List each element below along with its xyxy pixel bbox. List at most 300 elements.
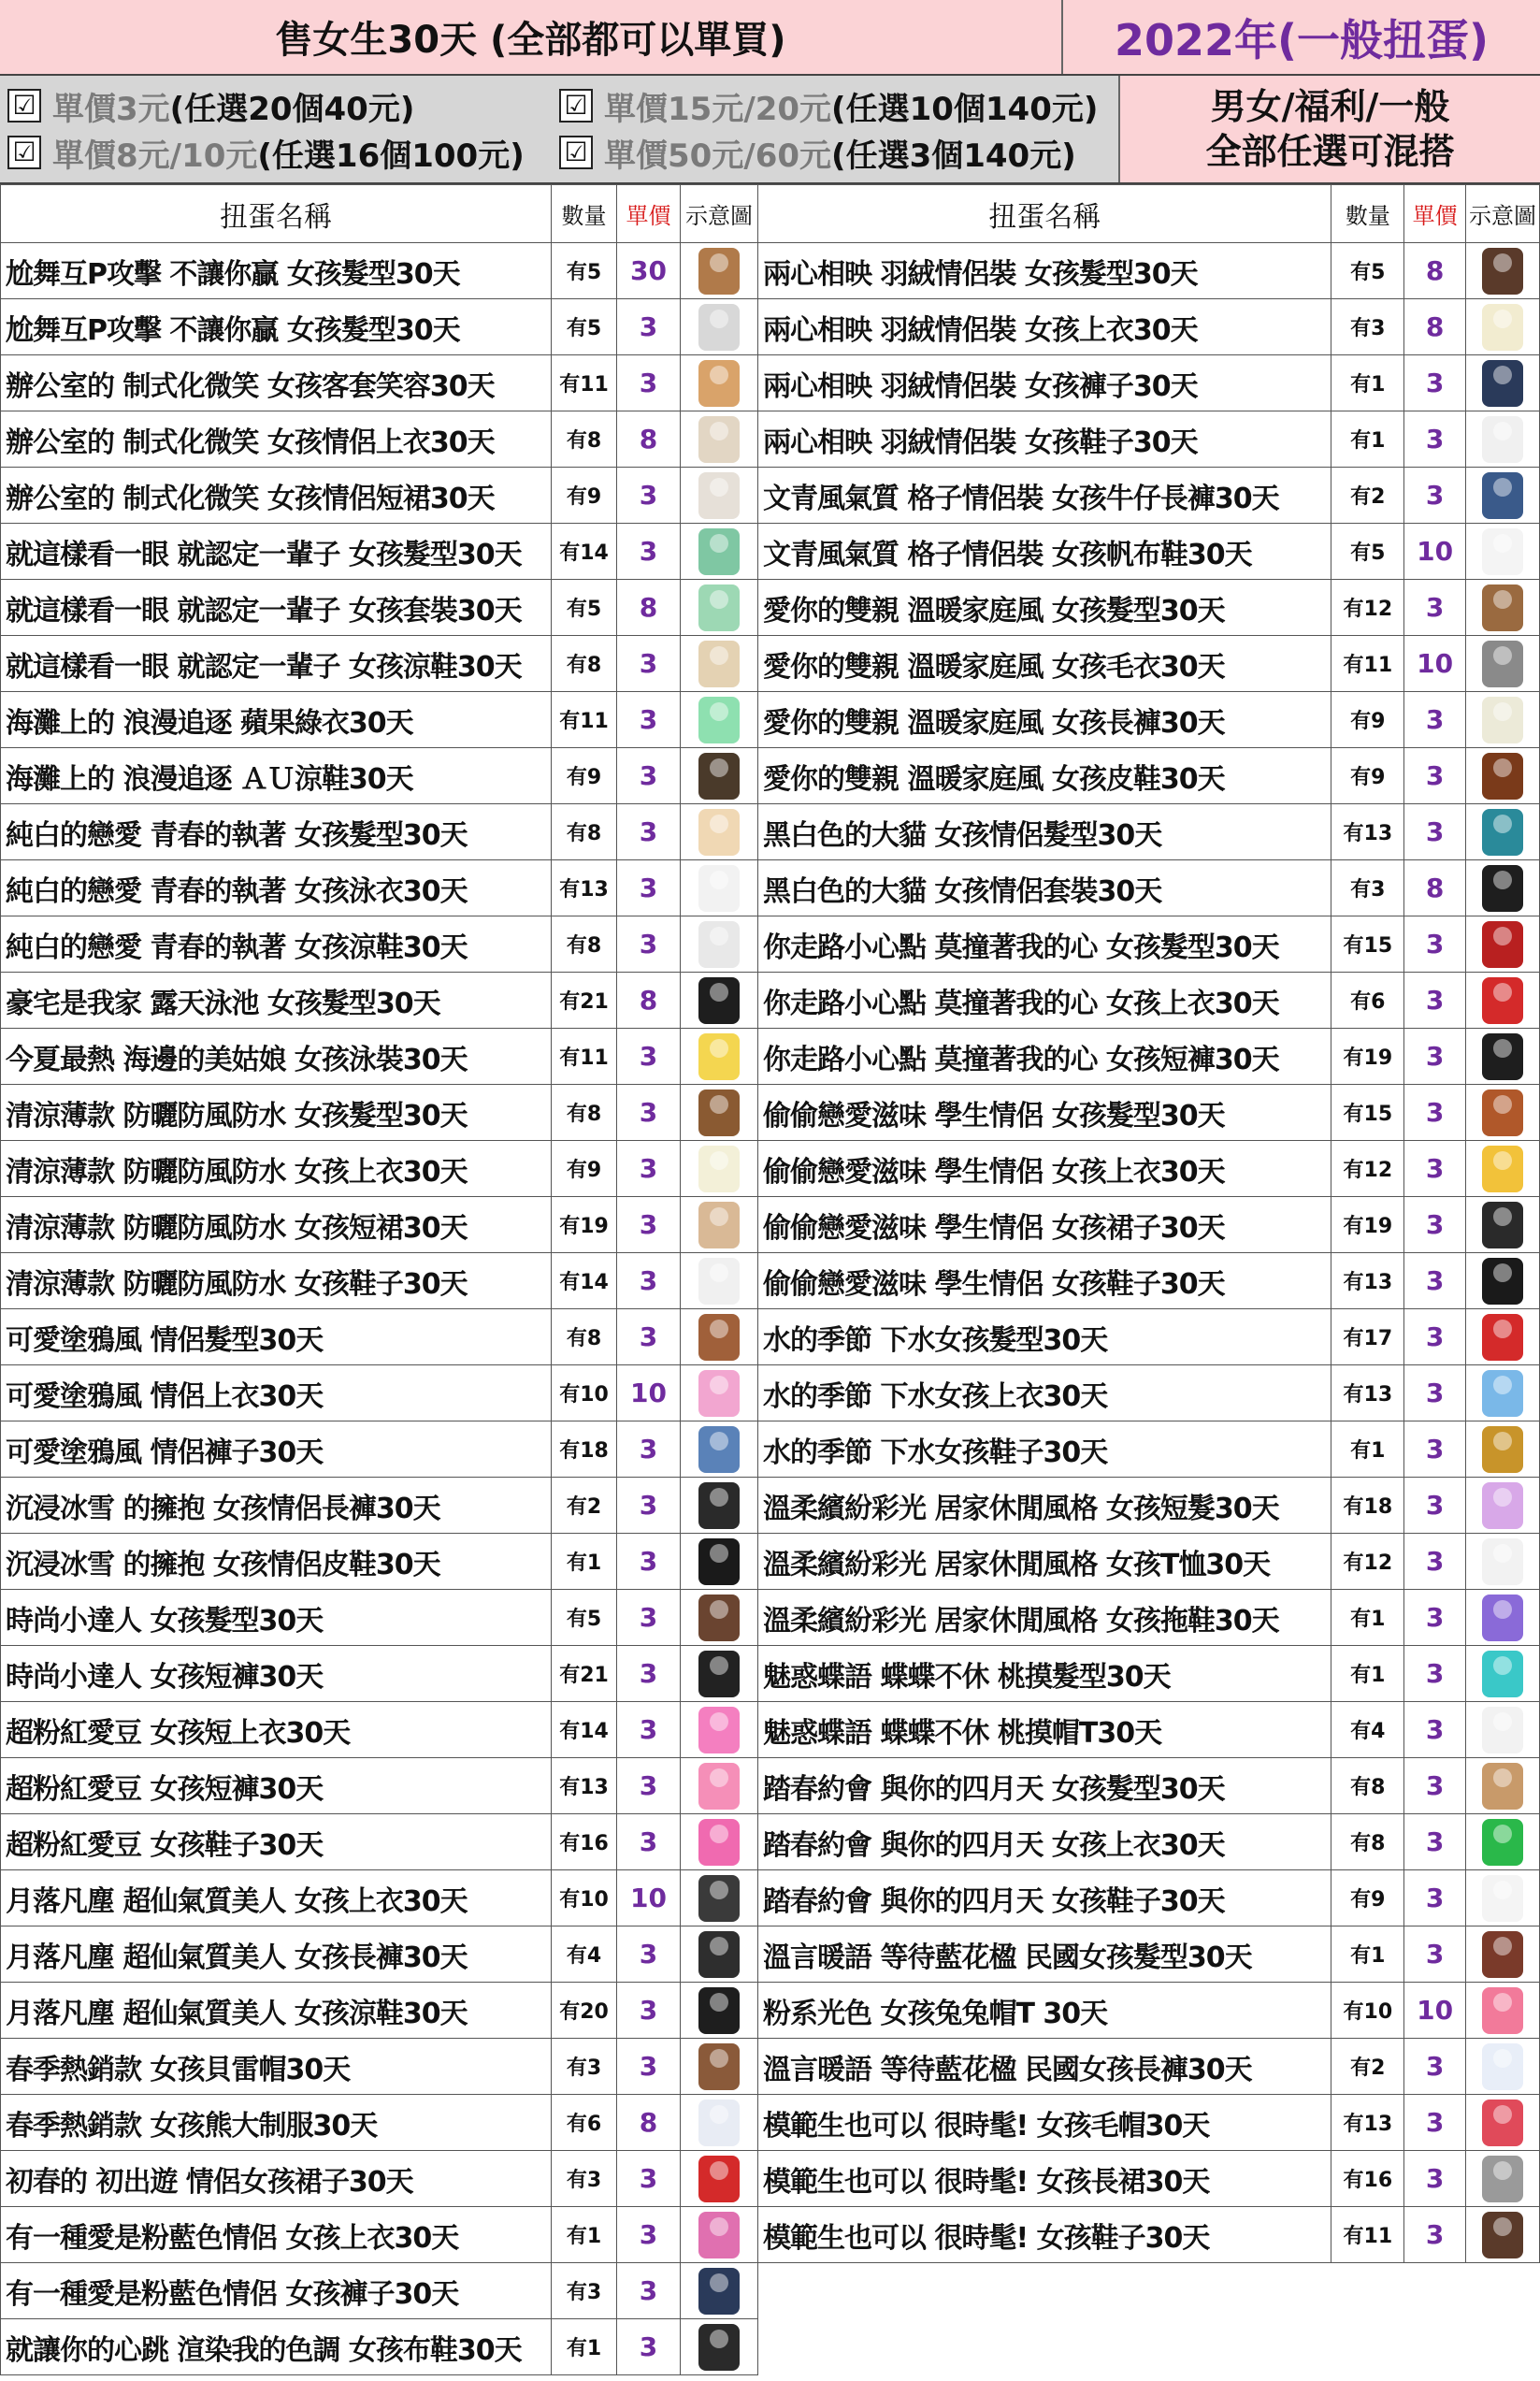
- pants-icon: [1482, 472, 1523, 519]
- table-row: [1, 1590, 758, 1646]
- item-quantity: 有5: [1331, 243, 1404, 299]
- item-quantity: 有2: [552, 1478, 617, 1534]
- item-quantity: 有15: [1331, 1085, 1404, 1141]
- item-image-cell: [1466, 860, 1540, 916]
- column-header-name: 扭蛋名稱: [1, 185, 552, 243]
- column-header-qty: 數量: [552, 185, 617, 243]
- item-price: 3: [617, 1141, 681, 1197]
- hair-icon: [1482, 1763, 1523, 1810]
- item-name: 辦公室的 制式化微笑 女孩情侶上衣30天: [1, 411, 552, 468]
- item-image-cell: [681, 1029, 758, 1085]
- item-name: 踏春約會 與你的四月天 女孩上衣30天: [758, 1814, 1331, 1870]
- pants-icon: [1482, 697, 1523, 743]
- item-price: 3: [617, 916, 681, 973]
- item-price: 3: [1404, 1029, 1466, 1085]
- price-option-3: ☑ 單價 8元/10元 (任選16個100元): [7, 129, 559, 176]
- item-price: 8: [1404, 243, 1466, 299]
- item-image-cell: [681, 1085, 758, 1141]
- pants-icon: [698, 304, 740, 351]
- table-row: [758, 1421, 1540, 1478]
- item-name: 你走路小心點 莫撞著我的心 女孩短褲30天: [758, 1029, 1331, 1085]
- item-price: 3: [1404, 1253, 1466, 1309]
- item-image-cell: [681, 1421, 758, 1478]
- item-name: 魅惑蝶語 蝶蝶不休 桃摸帽T30天: [758, 1702, 1331, 1758]
- hair-icon: [698, 809, 740, 856]
- shorts-icon: [698, 1651, 740, 1697]
- item-image-cell: [1466, 804, 1540, 860]
- item-quantity: 有9: [1331, 692, 1404, 748]
- item-name: 就這樣看一眼 就認定一輩子 女孩髮型30天: [1, 524, 552, 580]
- table-row: [758, 916, 1540, 973]
- item-image-cell: [681, 2263, 758, 2319]
- item-quantity: 有14: [552, 524, 617, 580]
- item-image-cell: [1466, 2095, 1540, 2151]
- item-name: 辦公室的 制式化微笑 女孩客套笑容30天: [1, 355, 552, 411]
- pants-icon: [1482, 2043, 1523, 2090]
- item-price: 3: [1404, 916, 1466, 973]
- item-price: 3: [1404, 804, 1466, 860]
- shoes-icon: [698, 1538, 740, 1585]
- item-image-cell: [1466, 1534, 1540, 1590]
- item-quantity: 有13: [552, 1758, 617, 1814]
- item-price: 3: [617, 1421, 681, 1478]
- table-row: [1, 860, 758, 916]
- page-title: 售女生30天 (全部都可以單買): [0, 0, 1063, 74]
- item-quantity: 有5: [552, 243, 617, 299]
- item-quantity: 有14: [552, 1702, 617, 1758]
- column-header-image: 示意圖: [681, 185, 758, 243]
- item-image-cell: [1466, 916, 1540, 973]
- table-row: [1, 636, 758, 692]
- item-price: 3: [1404, 1365, 1466, 1421]
- hair-icon: [1482, 1089, 1523, 1136]
- item-quantity: 有1: [552, 1534, 617, 1590]
- item-image-cell: [681, 1646, 758, 1702]
- promo-bar: [0, 76, 1540, 184]
- item-image-cell: [681, 580, 758, 636]
- swimsuit-icon: [698, 865, 740, 912]
- item-price: 3: [1404, 1646, 1466, 1702]
- table-row: [758, 299, 1540, 355]
- item-name: 月落凡塵 超仙氣質美人 女孩上衣30天: [1, 1870, 552, 1926]
- table-row: [1, 973, 758, 1029]
- table-row: [758, 1870, 1540, 1926]
- item-name: 辦公室的 制式化微笑 女孩情侶短裙30天: [1, 468, 552, 524]
- table-row: [758, 2039, 1540, 2095]
- outfit-icon: [1482, 865, 1523, 912]
- item-name: 純白的戀愛 青春的執著 女孩泳衣30天: [1, 860, 552, 916]
- item-price: 3: [1404, 748, 1466, 804]
- table-row: [1, 1029, 758, 1085]
- table-row: [758, 748, 1540, 804]
- item-image-cell: [681, 1253, 758, 1309]
- table-row: [758, 1926, 1540, 1983]
- item-quantity: 有13: [552, 860, 617, 916]
- hair-icon: [1482, 1314, 1523, 1361]
- item-quantity: 有14: [552, 1253, 617, 1309]
- item-image-cell: [1466, 1814, 1540, 1870]
- item-price: 3: [1404, 1309, 1466, 1365]
- table-row: [1, 2263, 758, 2319]
- item-image-cell: [681, 804, 758, 860]
- table-row: [758, 580, 1540, 636]
- item-price: 3: [1404, 1141, 1466, 1197]
- swimsuit-icon: [698, 1033, 740, 1080]
- table-row: [1, 804, 758, 860]
- shoes-icon: [1482, 528, 1523, 575]
- item-price: 8: [617, 2095, 681, 2151]
- item-name: 兩心相映 羽絨情侶裝 女孩鞋子30天: [758, 411, 1331, 468]
- item-name: 你走路小心點 莫撞著我的心 女孩髮型30天: [758, 916, 1331, 973]
- item-price: 3: [617, 1983, 681, 2039]
- hair-icon: [1482, 1651, 1523, 1697]
- shoes-icon: [698, 753, 740, 800]
- table-row: [758, 355, 1540, 411]
- table-row: [758, 692, 1540, 748]
- item-name: 兩心相映 羽絨情侶裝 女孩髮型30天: [758, 243, 1331, 299]
- item-price: 3: [617, 860, 681, 916]
- item-price: 3: [1404, 973, 1466, 1029]
- item-price: 3: [1404, 1085, 1466, 1141]
- right-item-table: [757, 184, 1540, 2263]
- item-image-cell: [681, 916, 758, 973]
- table-row: [758, 1758, 1540, 1814]
- item-quantity: 有1: [552, 2207, 617, 2263]
- pants-icon: [698, 1482, 740, 1529]
- item-quantity: 有13: [1331, 804, 1404, 860]
- item-image-cell: [1466, 1646, 1540, 1702]
- item-quantity: 有18: [552, 1421, 617, 1478]
- table-row: [758, 1085, 1540, 1141]
- item-quantity: 有3: [552, 2039, 617, 2095]
- jacket-icon: [1482, 1146, 1523, 1192]
- table-row: [1, 1141, 758, 1197]
- item-name: 可愛塗鴉風 情侶髮型30天: [1, 1309, 552, 1365]
- table-row: [758, 1141, 1540, 1197]
- item-price: 3: [617, 468, 681, 524]
- item-quantity: 有9: [552, 1141, 617, 1197]
- table-row: [1, 355, 758, 411]
- item-image-cell: [681, 468, 758, 524]
- hair-icon: [1482, 921, 1523, 968]
- item-name: 清涼薄款 防曬防風防水 女孩短裙30天: [1, 1197, 552, 1253]
- pants-icon: [698, 1426, 740, 1473]
- checkbox-icon: ☑: [559, 89, 593, 123]
- item-price: 3: [617, 1758, 681, 1814]
- item-quantity: 有9: [1331, 1870, 1404, 1926]
- item-image-cell: [681, 1983, 758, 2039]
- item-image-cell: [681, 1365, 758, 1421]
- item-price: 3: [617, 1702, 681, 1758]
- item-image-cell: [1466, 411, 1540, 468]
- item-name: 溫柔繽紛彩光 居家休閒風格 女孩拖鞋30天: [758, 1590, 1331, 1646]
- hair-icon: [698, 1314, 740, 1361]
- item-image-cell: [1466, 1085, 1540, 1141]
- item-quantity: 有9: [1331, 748, 1404, 804]
- item-name: 踏春約會 與你的四月天 女孩鞋子30天: [758, 1870, 1331, 1926]
- shoes-icon: [698, 921, 740, 968]
- item-quantity: 有4: [552, 1926, 617, 1983]
- item-name: 純白的戀愛 青春的執著 女孩髮型30天: [1, 804, 552, 860]
- pants-icon: [1482, 360, 1523, 407]
- item-quantity: 有8: [552, 411, 617, 468]
- item-price: 3: [1404, 468, 1466, 524]
- table-row: [1, 1365, 758, 1421]
- item-price: 3: [1404, 2095, 1466, 2151]
- item-image-cell: [681, 1197, 758, 1253]
- item-quantity: 有1: [1331, 355, 1404, 411]
- hair-icon: [1482, 248, 1523, 295]
- item-quantity: 有1: [1331, 1421, 1404, 1478]
- item-quantity: 有19: [1331, 1029, 1404, 1085]
- item-image-cell: [1466, 2151, 1540, 2207]
- item-price: 3: [617, 1534, 681, 1590]
- top-icon: [698, 1370, 740, 1417]
- hair-icon: [698, 528, 740, 575]
- item-name: 可愛塗鴉風 情侶褲子30天: [1, 1421, 552, 1478]
- item-image-cell: [1466, 636, 1540, 692]
- item-quantity: 有8: [1331, 1814, 1404, 1870]
- item-name: 沉浸冰雪 的擁抱 女孩情侶皮鞋30天: [1, 1534, 552, 1590]
- table-row: [1, 1983, 758, 2039]
- item-price: 3: [1404, 1478, 1466, 1534]
- item-quantity: 有16: [1331, 2151, 1404, 2207]
- item-image-cell: [1466, 355, 1540, 411]
- table-row: [758, 1029, 1540, 1085]
- table-row: [758, 804, 1540, 860]
- table-row: [758, 1814, 1540, 1870]
- table-row: [1, 1421, 758, 1478]
- item-quantity: 有9: [552, 468, 617, 524]
- item-name: 兩心相映 羽絨情侶裝 女孩上衣30天: [758, 299, 1331, 355]
- table-row: [758, 973, 1540, 1029]
- table-row: [758, 1365, 1540, 1421]
- item-name: 就這樣看一眼 就認定一輩子 女孩套裝30天: [1, 580, 552, 636]
- item-image-cell: [1466, 1702, 1540, 1758]
- table-row: [758, 243, 1540, 299]
- pants-icon: [698, 1931, 740, 1978]
- top-icon: [1482, 1538, 1523, 1585]
- item-price: 3: [1404, 2207, 1466, 2263]
- shoes-icon: [698, 1819, 740, 1866]
- table-row: [1, 2319, 758, 2375]
- table-row: [1, 1478, 758, 1534]
- item-image-cell: [1466, 692, 1540, 748]
- item-image-cell: [681, 1141, 758, 1197]
- item-name: 初春的 初出遊 情侶女孩裙子30天: [1, 2151, 552, 2207]
- table-row: [1, 1702, 758, 1758]
- hair-icon: [1482, 1482, 1523, 1529]
- item-image-cell: [1466, 1478, 1540, 1534]
- item-price: 3: [617, 524, 681, 580]
- table-row: [1, 1534, 758, 1590]
- item-image-cell: [1466, 524, 1540, 580]
- item-price: 3: [617, 804, 681, 860]
- item-name: 愛你的雙親 溫暖家庭風 女孩皮鞋30天: [758, 748, 1331, 804]
- table-row: [1, 916, 758, 973]
- item-quantity: 有5: [1331, 524, 1404, 580]
- item-quantity: 有8: [552, 1309, 617, 1365]
- item-name: 清涼薄款 防曬防風防水 女孩鞋子30天: [1, 1253, 552, 1309]
- price-option-1: ☑ 單價 3元 (任選20個40元): [7, 82, 559, 129]
- item-price: 8: [617, 973, 681, 1029]
- item-image-cell: [681, 1814, 758, 1870]
- table-row: [1, 692, 758, 748]
- item-name: 偷偷戀愛滋味 學生情侶 女孩髮型30天: [758, 1085, 1331, 1141]
- item-name: 時尚小達人 女孩短褲30天: [1, 1646, 552, 1702]
- top-icon: [698, 1146, 740, 1192]
- item-image-cell: [1466, 748, 1540, 804]
- item-name: 超粉紅愛豆 女孩短上衣30天: [1, 1702, 552, 1758]
- item-image-cell: [681, 973, 758, 1029]
- item-price: 3: [1404, 355, 1466, 411]
- item-quantity: 有11: [552, 692, 617, 748]
- item-quantity: 有15: [1331, 916, 1404, 973]
- outfit-icon: [698, 584, 740, 631]
- item-price: 8: [1404, 299, 1466, 355]
- item-price: 3: [1404, 1590, 1466, 1646]
- item-quantity: 有11: [552, 355, 617, 411]
- item-name: 兩心相映 羽絨情侶裝 女孩褲子30天: [758, 355, 1331, 411]
- item-price: 10: [1404, 636, 1466, 692]
- item-image-cell: [681, 1309, 758, 1365]
- item-price: 3: [617, 1926, 681, 1983]
- item-quantity: 有19: [1331, 1197, 1404, 1253]
- item-image-cell: [1466, 1590, 1540, 1646]
- item-name: 文青風氣質 格子情侶裝 女孩帆布鞋30天: [758, 524, 1331, 580]
- table-row: [758, 1702, 1540, 1758]
- item-name: 模範生也可以 很時髦! 女孩鞋子30天: [758, 2207, 1331, 2263]
- table-row: [758, 1590, 1540, 1646]
- table-row: [758, 1309, 1540, 1365]
- shoes-icon: [698, 641, 740, 687]
- table-row: [758, 2151, 1540, 2207]
- item-quantity: 有10: [552, 1870, 617, 1926]
- item-image-cell: [681, 1758, 758, 1814]
- item-name: 溫柔繽紛彩光 居家休閒風格 女孩短髮30天: [758, 1478, 1331, 1534]
- item-image-cell: [1466, 1253, 1540, 1309]
- checkbox-icon: ☑: [7, 89, 41, 123]
- column-header-image: 示意圖: [1466, 185, 1540, 243]
- table-header-row: [758, 185, 1540, 243]
- item-quantity: 有13: [1331, 1365, 1404, 1421]
- item-name: 魅惑蝶語 蝶蝶不休 桃摸髮型30天: [758, 1646, 1331, 1702]
- item-price: 8: [617, 580, 681, 636]
- item-image-cell: [681, 1534, 758, 1590]
- item-quantity: 有8: [552, 1085, 617, 1141]
- item-name: 清涼薄款 防曬防風防水 女孩髮型30天: [1, 1085, 552, 1141]
- table-row: [758, 1253, 1540, 1309]
- item-image-cell: [681, 1702, 758, 1758]
- item-price: 3: [617, 1197, 681, 1253]
- item-quantity: 有5: [552, 1590, 617, 1646]
- table-row: [1, 580, 758, 636]
- item-price: 3: [617, 1590, 681, 1646]
- table-row: [1, 2207, 758, 2263]
- item-price: 3: [617, 1646, 681, 1702]
- item-image-cell: [681, 1590, 758, 1646]
- item-price: 3: [617, 1309, 681, 1365]
- item-image-cell: [681, 2095, 758, 2151]
- item-image-cell: [681, 411, 758, 468]
- item-quantity: 有21: [552, 973, 617, 1029]
- skirt-icon: [698, 2156, 740, 2202]
- item-quantity: 有3: [1331, 299, 1404, 355]
- item-image-cell: [681, 524, 758, 580]
- face-icon: [698, 360, 740, 407]
- item-quantity: 有8: [552, 804, 617, 860]
- item-image-cell: [1466, 1421, 1540, 1478]
- item-image-cell: [681, 355, 758, 411]
- item-image-cell: [1466, 1365, 1540, 1421]
- item-quantity: 有3: [1331, 860, 1404, 916]
- skirt-icon: [1482, 1202, 1523, 1248]
- checkbox-icon: ☑: [7, 136, 41, 169]
- item-image-cell: [681, 2207, 758, 2263]
- item-price: 3: [1404, 580, 1466, 636]
- table-row: [1, 1814, 758, 1870]
- item-name: 偷偷戀愛滋味 學生情侶 女孩鞋子30天: [758, 1253, 1331, 1309]
- table-row: [1, 299, 758, 355]
- shoes-icon: [1482, 1258, 1523, 1305]
- top-icon: [1482, 1987, 1523, 2034]
- item-image-cell: [1466, 2039, 1540, 2095]
- item-name: 溫柔繽紛彩光 居家休閒風格 女孩T恤30天: [758, 1534, 1331, 1590]
- shoes-icon: [698, 1258, 740, 1305]
- item-image-cell: [1466, 1758, 1540, 1814]
- item-quantity: 有20: [552, 1983, 617, 2039]
- item-image-cell: [681, 748, 758, 804]
- item-price: 3: [1404, 1870, 1466, 1926]
- item-name: 海灘上的 浪漫追逐 蘋果綠衣30天: [1, 692, 552, 748]
- item-quantity: 有11: [1331, 2207, 1404, 2263]
- hair-icon: [698, 977, 740, 1024]
- item-image-cell: [681, 1926, 758, 1983]
- item-name: 偷偷戀愛滋味 學生情侶 女孩裙子30天: [758, 1197, 1331, 1253]
- item-quantity: 有1: [1331, 1646, 1404, 1702]
- shoes-icon: [698, 2324, 740, 2371]
- item-name: 就這樣看一眼 就認定一輩子 女孩涼鞋30天: [1, 636, 552, 692]
- item-quantity: 有19: [552, 1197, 617, 1253]
- item-name: 可愛塗鴉風 情侶上衣30天: [1, 1365, 552, 1421]
- item-quantity: 有5: [552, 299, 617, 355]
- item-image-cell: [681, 2319, 758, 2375]
- table-row: [1, 1253, 758, 1309]
- item-price: 3: [617, 1029, 681, 1085]
- item-image-cell: [681, 243, 758, 299]
- top-icon: [698, 1707, 740, 1753]
- column-header-price: 單價: [1404, 185, 1466, 243]
- mix-note-line-2: 全部任選可混搭: [1205, 131, 1455, 172]
- item-quantity: 有1: [1331, 1926, 1404, 1983]
- item-image-cell: [681, 2151, 758, 2207]
- item-price: 10: [617, 1365, 681, 1421]
- table-row: [758, 1534, 1540, 1590]
- shoes-icon: [1482, 753, 1523, 800]
- column-header-price: 單價: [617, 185, 681, 243]
- item-image-cell: [1466, 1870, 1540, 1926]
- item-price: 3: [1404, 692, 1466, 748]
- item-name: 水的季節 下水女孩髮型30天: [758, 1309, 1331, 1365]
- item-name: 沉浸冰雪 的擁抱 女孩情侶長褲30天: [1, 1478, 552, 1534]
- price-option-2: ☑ 單價 15元/20元 (任選10個140元): [559, 82, 1120, 129]
- item-image-cell: [681, 636, 758, 692]
- item-name: 你走路小心點 莫撞著我的心 女孩上衣30天: [758, 973, 1331, 1029]
- item-image-cell: [1466, 1983, 1540, 2039]
- item-price: 3: [617, 2151, 681, 2207]
- shoes-icon: [1482, 1426, 1523, 1473]
- jacket-icon: [698, 1875, 740, 1922]
